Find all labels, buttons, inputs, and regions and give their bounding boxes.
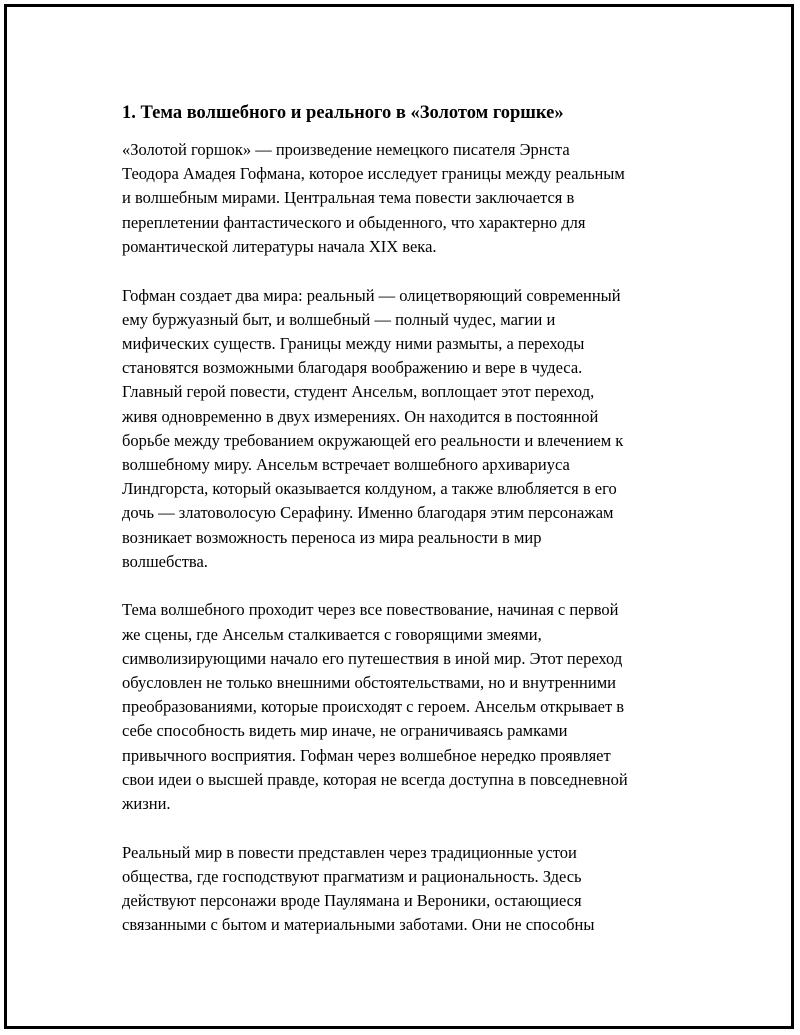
paragraph-line: ему буржуазный быт, и волшебный — полный чудес, магии и [122, 309, 556, 329]
paragraph-line: «Золотой горшок» — произведение немецкого писателя Эрнста [122, 140, 570, 159]
paragraph-line: и волшебным мирами. Центральная тема повести заключается в [122, 188, 575, 208]
paragraph-line: жизни. [122, 794, 171, 814]
paragraph-line: действуют персонажи вроде Паулямана и Вероники, остающиеся [122, 891, 582, 911]
paragraph [122, 138, 697, 259]
paragraph-line: Тема волшебного проходит через все повествование, начиная с первой [122, 600, 619, 620]
paragraph-line: общества, где господствуют прагматизм и рациональность. Здесь [122, 866, 582, 886]
paragraphs-container [122, 138, 697, 938]
page-frame [4, 4, 794, 1029]
paragraph-line: дочь — златоволосую Серафину. Именно благодаря этим персонажам [122, 503, 614, 523]
paragraph-line: себе способность видеть мир иначе, не ограничиваясь рамками [122, 721, 568, 741]
paragraph-line: Гофман создает два мира: реальный — олицетворяющий современный [122, 285, 621, 305]
paragraph-line: Реальный мир в повести представлен через традиционные устои [122, 842, 577, 862]
paragraph-line: переплетении фантастического и обыденного, что характерно для [122, 212, 586, 232]
paragraph-line: волшебства. [122, 551, 208, 571]
paragraph [122, 284, 697, 574]
paragraph [122, 841, 697, 938]
paragraph [122, 598, 697, 816]
paragraph-line: живя одновременно в двух измерениях. Он находится в постоянной [122, 406, 599, 426]
paragraph-line: Главный герой повести, студент Ансельм, воплощает этот переход, [122, 382, 595, 402]
paragraph-line: символизирующими начало его путешествия в иной мир. Этот переход [122, 648, 623, 668]
paragraph-line: преобразованиями, которые происходят с героем. Ансельм открывает в [122, 697, 625, 717]
paragraph-line: становятся возможными благодаря воображению и вере в чудеса. [122, 358, 583, 378]
paragraph-line: романтической литературы начала XIX века. [122, 236, 437, 256]
paragraph-line: Теодора Амадея Гофмана, которое исследует границы между реальным [122, 164, 625, 184]
document-body [122, 101, 697, 962]
paragraph-line: борьбе между требованием окружающей его реальности и влечением к [122, 430, 624, 450]
paragraph-line: связанными с бытом и материальными заботами. Они не способны [122, 915, 595, 935]
section-heading: 1. Тема волшебного и реального в «Золотом горшке» [122, 103, 564, 123]
paragraph-line: же сцены, где Ансельм сталкивается с говорящими змеями, [122, 624, 542, 644]
paragraph-line: возникает возможность переноса из мира реальности в мир [122, 527, 542, 547]
paragraph-line: мифических существ. Границы между ними размыты, а переходы [122, 333, 585, 353]
paragraph-line: привычного восприятия. Гофман через волшебное нередко проявляет [122, 745, 611, 765]
paragraph-line: обусловлен не только внешними обстоятельствами, но и внутренними [122, 673, 616, 693]
paragraph-line: волшебному миру. Ансельм встречает волшебного архивариуса [122, 454, 570, 474]
paragraph-line: свои идеи о высшей правде, которая не всегда доступна в повседневной [122, 769, 628, 789]
paragraph-line: Линдгорста, который оказывается колдуном, а также влюбляется в его [122, 479, 617, 499]
